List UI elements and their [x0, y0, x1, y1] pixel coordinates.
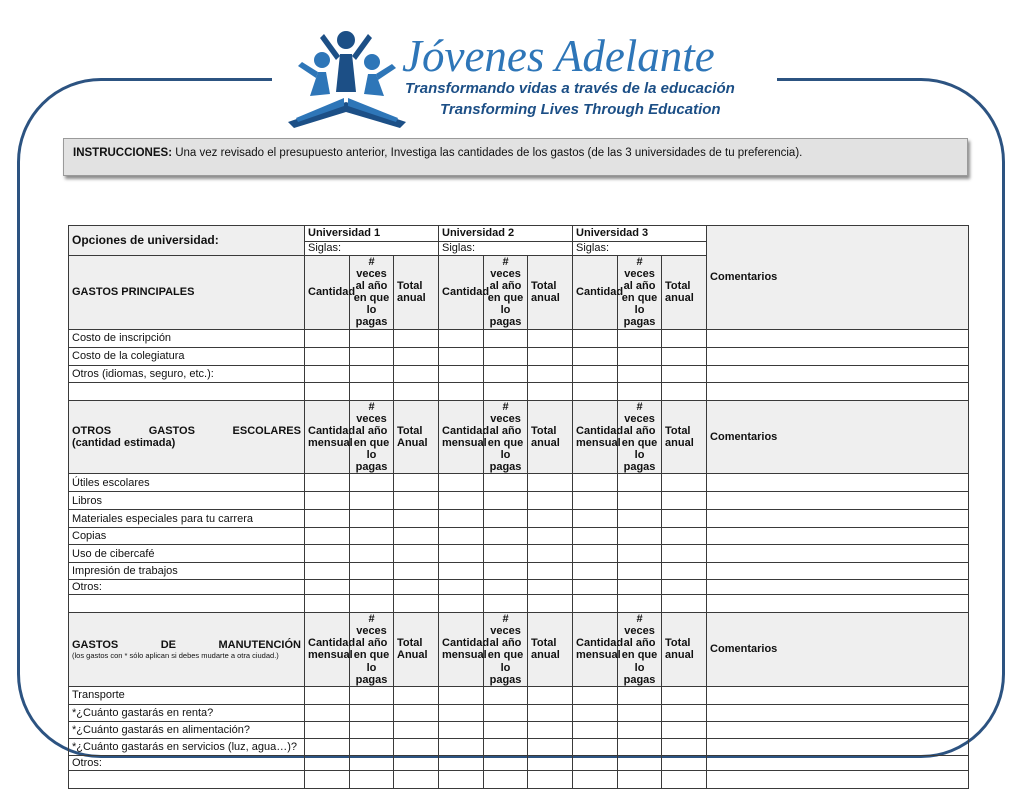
- table-cell[interactable]: [439, 528, 484, 545]
- col-total: Total anual: [662, 400, 707, 474]
- table-cell[interactable]: [484, 704, 528, 721]
- table-cell[interactable]: [662, 329, 707, 347]
- table-cell[interactable]: [618, 755, 662, 770]
- table-cell[interactable]: [707, 704, 969, 721]
- table-cell[interactable]: [484, 347, 528, 365]
- table-cell[interactable]: [528, 721, 573, 738]
- table-cell[interactable]: [618, 580, 662, 595]
- table-cell[interactable]: [618, 686, 662, 704]
- comentarios-header: Comentarios: [707, 226, 969, 330]
- instructions-label: INSTRUCCIONES:: [73, 147, 173, 159]
- table-cell[interactable]: [528, 755, 573, 770]
- table-cell[interactable]: [573, 365, 618, 382]
- table-cell[interactable]: [439, 770, 484, 788]
- table-cell[interactable]: [484, 595, 528, 613]
- table-cell[interactable]: [439, 580, 484, 595]
- table-cell[interactable]: [707, 329, 969, 347]
- table-cell[interactable]: [394, 738, 439, 755]
- table-cell[interactable]: [350, 563, 394, 580]
- table-cell[interactable]: [350, 770, 394, 788]
- table-cell[interactable]: [618, 347, 662, 365]
- col-veces: # veces al año en que lo pagas: [350, 256, 394, 330]
- table-cell[interactable]: [528, 365, 573, 382]
- table-cell[interactable]: [350, 510, 394, 528]
- manutencion-title: GASTOS DE MANUTENCIÓN (los gastos con * sólo aplican si debes mudarte a otra ciudad.): [69, 613, 305, 687]
- col-cantidad-mensual: Cantidad mensual: [573, 613, 618, 687]
- table-cell[interactable]: [350, 704, 394, 721]
- item-row-label: Útiles escolares: [69, 474, 305, 492]
- table-cell[interactable]: [305, 563, 350, 580]
- table-cell[interactable]: [484, 580, 528, 595]
- table-cell[interactable]: [305, 474, 350, 492]
- table-cell[interactable]: [528, 528, 573, 545]
- table-cell[interactable]: [573, 595, 618, 613]
- table-cell[interactable]: [528, 595, 573, 613]
- table-cell[interactable]: [662, 770, 707, 788]
- table-cell[interactable]: [350, 686, 394, 704]
- table-cell[interactable]: [484, 365, 528, 382]
- table-cell[interactable]: [305, 510, 350, 528]
- table-cell[interactable]: [528, 329, 573, 347]
- table-cell[interactable]: [305, 595, 350, 613]
- table-cell[interactable]: [484, 545, 528, 563]
- brand-subtitle-en: Transforming Lives Through Education: [440, 101, 721, 118]
- table-cell[interactable]: [618, 595, 662, 613]
- table-cell[interactable]: [707, 563, 969, 580]
- item-row-label: Costo de la colegiatura: [69, 347, 305, 365]
- table-cell[interactable]: [528, 704, 573, 721]
- table-cell[interactable]: [707, 595, 969, 613]
- table-cell[interactable]: [394, 580, 439, 595]
- siglas-field-1[interactable]: Siglas:: [305, 242, 439, 256]
- table-cell[interactable]: [350, 474, 394, 492]
- col-total: Total anual: [528, 613, 573, 687]
- table-cell[interactable]: [707, 580, 969, 595]
- siglas-field-2[interactable]: Siglas:: [439, 242, 573, 256]
- table-cell[interactable]: [484, 382, 528, 400]
- col-total: Total anual: [528, 256, 573, 330]
- table-cell[interactable]: [350, 492, 394, 510]
- table-cell[interactable]: [618, 721, 662, 738]
- university-2-header: Universidad 2: [439, 226, 573, 242]
- col-veces: # veces al año en que lo pagas: [484, 256, 528, 330]
- table-cell[interactable]: [707, 755, 969, 770]
- item-row-label: *¿Cuánto gastarás en renta?: [69, 704, 305, 721]
- table-cell[interactable]: [707, 382, 969, 400]
- col-cantidad: Cantidad: [439, 256, 484, 330]
- table-cell[interactable]: [305, 545, 350, 563]
- table-cell[interactable]: [484, 510, 528, 528]
- table-cell[interactable]: [618, 474, 662, 492]
- item-row-label: Transporte: [69, 686, 305, 704]
- table-cell[interactable]: [662, 580, 707, 595]
- col-total: Total anual: [662, 613, 707, 687]
- table-cell[interactable]: [350, 347, 394, 365]
- table-cell[interactable]: [573, 382, 618, 400]
- table-cell[interactable]: [350, 365, 394, 382]
- table-cell[interactable]: [662, 738, 707, 755]
- table-cell[interactable]: [573, 738, 618, 755]
- item-row-label: Otros:: [69, 580, 305, 595]
- table-cell[interactable]: [350, 595, 394, 613]
- col-cantidad-mensual: Cantidad mensual: [439, 613, 484, 687]
- table-cell[interactable]: [305, 347, 350, 365]
- table-cell[interactable]: [618, 492, 662, 510]
- table-cell[interactable]: [394, 474, 439, 492]
- table-cell[interactable]: [394, 510, 439, 528]
- expenses-table: [68, 225, 969, 789]
- table-cell[interactable]: [662, 492, 707, 510]
- table-cell[interactable]: [484, 738, 528, 755]
- col-total: Total Anual: [394, 613, 439, 687]
- table-cell[interactable]: [528, 474, 573, 492]
- table-cell[interactable]: [439, 721, 484, 738]
- comentarios-header: Comentarios: [707, 400, 969, 474]
- item-row-label: Materiales especiales para tu carrera: [69, 510, 305, 528]
- col-veces: # veces al año en que lo pagas: [618, 613, 662, 687]
- brand-subtitle-es: Transformando vidas a través de la educación: [405, 80, 735, 97]
- table-cell[interactable]: [439, 686, 484, 704]
- col-veces: # veces al año en que lo pagas: [618, 400, 662, 474]
- table-cell[interactable]: [439, 474, 484, 492]
- table-cell[interactable]: [618, 365, 662, 382]
- opciones-label: Opciones de universidad:: [69, 226, 305, 256]
- col-veces: # veces al año en que lo pagas: [484, 400, 528, 474]
- table-cell[interactable]: [394, 382, 439, 400]
- instructions-box: [63, 138, 968, 176]
- col-cantidad-mensual: Cantidad mensual: [305, 613, 350, 687]
- col-veces: # veces al año en que lo pagas: [484, 613, 528, 687]
- table-cell[interactable]: [439, 347, 484, 365]
- table-cell[interactable]: [573, 528, 618, 545]
- table-cell[interactable]: [662, 365, 707, 382]
- table-cell[interactable]: [662, 474, 707, 492]
- table-cell[interactable]: [350, 329, 394, 347]
- table-cell[interactable]: [484, 474, 528, 492]
- item-row-label: Uso de cibercafé: [69, 545, 305, 563]
- table-cell[interactable]: [618, 329, 662, 347]
- table-cell[interactable]: [662, 510, 707, 528]
- col-cantidad: Cantidad: [305, 256, 350, 330]
- table-cell[interactable]: [394, 721, 439, 738]
- table-cell[interactable]: [707, 528, 969, 545]
- col-veces: # veces al año en que lo pagas: [350, 613, 394, 687]
- table-cell[interactable]: [528, 563, 573, 580]
- siglas-field-3[interactable]: Siglas:: [573, 242, 707, 256]
- col-veces: # veces al año en que lo pagas: [618, 256, 662, 330]
- table-cell[interactable]: [662, 528, 707, 545]
- otros-gastos-title: OTROS GASTOS ESCOLARES (cantidad estimada): [69, 400, 305, 474]
- item-row-label: Copias: [69, 528, 305, 545]
- table-cell[interactable]: [394, 563, 439, 580]
- col-total: Total anual: [528, 400, 573, 474]
- table-cell[interactable]: [573, 563, 618, 580]
- table-cell[interactable]: [484, 563, 528, 580]
- table-cell[interactable]: [350, 755, 394, 770]
- table-cell[interactable]: [528, 580, 573, 595]
- table-cell[interactable]: [484, 528, 528, 545]
- table-cell[interactable]: [573, 347, 618, 365]
- table-cell[interactable]: [305, 738, 350, 755]
- table-cell[interactable]: [394, 770, 439, 788]
- table-cell[interactable]: [618, 704, 662, 721]
- table-cell[interactable]: [662, 563, 707, 580]
- col-total: Total anual: [662, 256, 707, 330]
- item-row-label: Costo de inscripción: [69, 329, 305, 347]
- table-cell[interactable]: [305, 365, 350, 382]
- table-cell[interactable]: [394, 755, 439, 770]
- table-cell[interactable]: [528, 770, 573, 788]
- table-cell[interactable]: [528, 510, 573, 528]
- item-row-label: Otros (idiomas, seguro, etc.):: [69, 365, 305, 382]
- table-cell[interactable]: [394, 492, 439, 510]
- table-cell[interactable]: [350, 721, 394, 738]
- table-cell[interactable]: [707, 510, 969, 528]
- item-row-label: Impresión de trabajos: [69, 563, 305, 580]
- table-cell[interactable]: [69, 595, 305, 613]
- table-cell[interactable]: [439, 704, 484, 721]
- col-total: Total anual: [394, 256, 439, 330]
- table-cell[interactable]: [707, 686, 969, 704]
- item-row-label: *¿Cuánto gastarás en alimentación?: [69, 721, 305, 738]
- table-cell[interactable]: [662, 347, 707, 365]
- table-cell[interactable]: [394, 347, 439, 365]
- table-cell[interactable]: [707, 492, 969, 510]
- gastos-principales-title: GASTOS PRINCIPALES: [69, 256, 305, 330]
- table-cell[interactable]: [662, 595, 707, 613]
- item-row-label: Libros: [69, 492, 305, 510]
- table-cell[interactable]: [662, 721, 707, 738]
- table-cell[interactable]: [573, 721, 618, 738]
- instructions-text: Una vez revisado el presupuesto anterior, Investiga las cantidades de los gastos (de las 3 universidades de tu preferencia).: [172, 147, 803, 159]
- table-cell[interactable]: [484, 721, 528, 738]
- table-cell[interactable]: [394, 329, 439, 347]
- table-cell[interactable]: [439, 492, 484, 510]
- table-cell[interactable]: [350, 528, 394, 545]
- table-cell[interactable]: [305, 492, 350, 510]
- table-cell[interactable]: [573, 474, 618, 492]
- table-cell[interactable]: [707, 545, 969, 563]
- table-cell[interactable]: [305, 329, 350, 347]
- table-cell[interactable]: [439, 738, 484, 755]
- logo-emblem: [282, 22, 412, 130]
- table-cell[interactable]: [707, 347, 969, 365]
- table-cell[interactable]: [305, 382, 350, 400]
- table-cell[interactable]: [484, 755, 528, 770]
- table-cell[interactable]: [707, 770, 969, 788]
- table-cell[interactable]: [439, 365, 484, 382]
- table-cell[interactable]: [618, 510, 662, 528]
- table-cell[interactable]: [528, 347, 573, 365]
- col-cantidad-mensual: Cantidad mensual: [305, 400, 350, 474]
- col-cantidad-mensual: Cantidad mensual: [573, 400, 618, 474]
- table-cell[interactable]: [394, 595, 439, 613]
- table-cell[interactable]: [662, 704, 707, 721]
- table-cell[interactable]: [484, 329, 528, 347]
- table-cell[interactable]: [528, 492, 573, 510]
- item-row-label: Otros:: [69, 755, 305, 770]
- col-cantidad: Cantidad: [573, 256, 618, 330]
- table-cell[interactable]: [394, 704, 439, 721]
- table-cell[interactable]: [618, 770, 662, 788]
- table-cell[interactable]: [528, 738, 573, 755]
- table-cell[interactable]: [350, 382, 394, 400]
- table-cell[interactable]: [707, 721, 969, 738]
- table-cell[interactable]: [662, 382, 707, 400]
- table-cell[interactable]: [394, 686, 439, 704]
- table-cell[interactable]: [573, 704, 618, 721]
- table-cell[interactable]: [439, 545, 484, 563]
- table-cell[interactable]: [528, 545, 573, 563]
- table-cell[interactable]: [439, 510, 484, 528]
- table-cell[interactable]: [484, 686, 528, 704]
- table-cell[interactable]: [573, 580, 618, 595]
- table-cell[interactable]: [69, 770, 305, 788]
- table-cell[interactable]: [707, 738, 969, 755]
- table-cell[interactable]: [573, 510, 618, 528]
- table-cell[interactable]: [305, 755, 350, 770]
- col-veces: # veces al año en que lo pagas: [350, 400, 394, 474]
- col-total: Total Anual: [394, 400, 439, 474]
- table-cell[interactable]: [573, 329, 618, 347]
- table-cell[interactable]: [350, 580, 394, 595]
- table-cell[interactable]: [484, 770, 528, 788]
- table-cell[interactable]: [439, 563, 484, 580]
- university-3-header: Universidad 3: [573, 226, 707, 242]
- table-cell[interactable]: [573, 755, 618, 770]
- item-row-label: *¿Cuánto gastarás en servicios (luz, agua…)?: [69, 738, 305, 755]
- table-cell[interactable]: [573, 545, 618, 563]
- table-cell[interactable]: [573, 492, 618, 510]
- table-cell[interactable]: [305, 721, 350, 738]
- table-cell[interactable]: [618, 528, 662, 545]
- table-cell[interactable]: [305, 580, 350, 595]
- table-cell[interactable]: [305, 686, 350, 704]
- university-1-header: Universidad 1: [305, 226, 439, 242]
- brand-title: Jóvenes Adelante: [402, 31, 715, 81]
- table-cell[interactable]: [394, 545, 439, 563]
- table-cell[interactable]: [573, 686, 618, 704]
- table-cell[interactable]: [69, 382, 305, 400]
- table-cell[interactable]: [528, 686, 573, 704]
- table-cell[interactable]: [394, 365, 439, 382]
- table-cell[interactable]: [439, 595, 484, 613]
- table-cell[interactable]: [618, 738, 662, 755]
- comentarios-header: Comentarios: [707, 613, 969, 687]
- table-cell[interactable]: [484, 492, 528, 510]
- table-cell[interactable]: [305, 704, 350, 721]
- table-cell[interactable]: [439, 329, 484, 347]
- table-cell[interactable]: [305, 770, 350, 788]
- table-cell[interactable]: [305, 528, 350, 545]
- table-cell[interactable]: [618, 545, 662, 563]
- table-cell[interactable]: [394, 528, 439, 545]
- table-cell[interactable]: [439, 755, 484, 770]
- table-cell[interactable]: [350, 545, 394, 563]
- table-cell[interactable]: [618, 563, 662, 580]
- table-cell[interactable]: [707, 474, 969, 492]
- table-cell[interactable]: [439, 382, 484, 400]
- col-cantidad-mensual: Cantidad mensual: [439, 400, 484, 474]
- table-cell[interactable]: [350, 738, 394, 755]
- table-cell[interactable]: [528, 382, 573, 400]
- table-cell[interactable]: [662, 755, 707, 770]
- table-cell[interactable]: [573, 770, 618, 788]
- table-cell[interactable]: [662, 686, 707, 704]
- table-cell[interactable]: [707, 365, 969, 382]
- table-cell[interactable]: [618, 382, 662, 400]
- table-cell[interactable]: [662, 545, 707, 563]
